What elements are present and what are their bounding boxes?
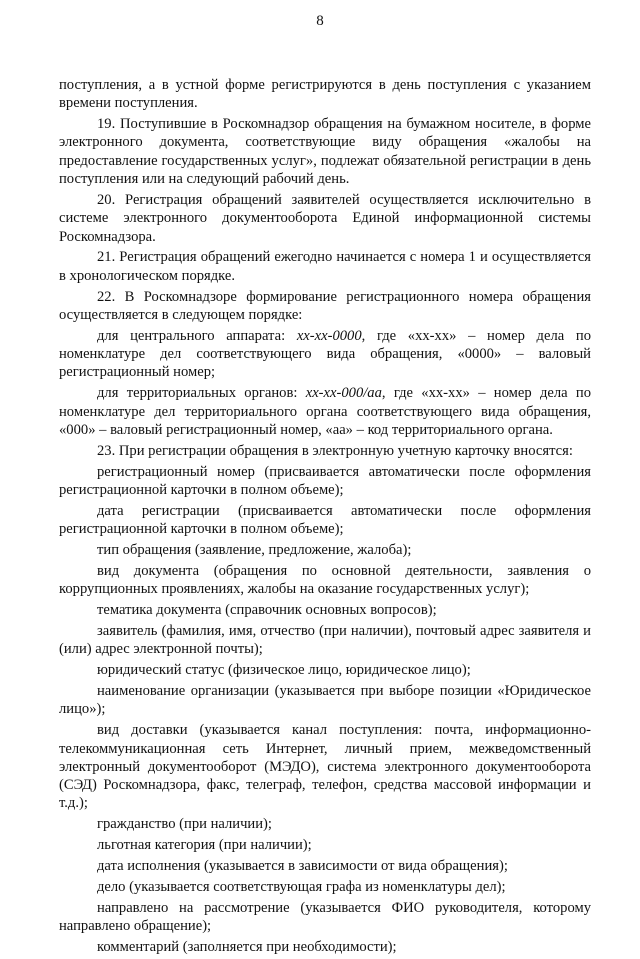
paragraph-20: 20. Регистрация обращений заявителей осуществляется исключительно в системе электронного документооборота Единой информационной системы Роскомнадзора. <box>59 191 591 245</box>
territorial-prefix: для территориальных органов: <box>97 385 306 402</box>
card-field-item: дата регистрации (присваивается автоматически после оформления регистрационной карточки в полном объеме); <box>59 502 591 538</box>
territorial-code: хх-хх-000/аа <box>305 385 382 402</box>
paragraph-19: 19. Поступившие в Роскомнадзор обращения на бумажном носителе, в форме электронного документа, соответствующие виду обращения «жалобы на предоставление государственных услуг», подлежат обязательной регистрации в день поступления или на следующий рабочий день. <box>59 116 591 188</box>
central-prefix: для центрального аппарата: <box>97 327 297 344</box>
card-field-item: юридический статус (физическое лицо, юридическое лицо); <box>97 662 471 679</box>
card-field-item: дата исполнения (указывается в зависимости от вида обращения); <box>97 858 508 875</box>
page-number: 8 <box>316 13 324 29</box>
card-field-item: комментарий (заполняется при необходимости); <box>97 939 397 956</box>
territorial-format <box>59 384 591 439</box>
paragraph-23: 23. При регистрации обращения в электронную учетную карточку вносятся: <box>97 442 573 459</box>
card-field-item: вид документа (обращения по основной деятельности, заявления о коррупционных проявлениях, жалобы на оказание государственных услуг); <box>59 562 591 598</box>
paragraph-continuation: поступления, а в устной форме регистрируются в день поступления с указанием времени поступления. <box>59 77 591 112</box>
card-field-item: наименование организации (указывается при выборе позиции «Юридическое лицо»); <box>59 683 591 718</box>
card-field-item: тематика документа (справочник основных вопросов); <box>97 602 437 619</box>
card-field-item: дело (указывается соответствующая графа из номенклатуры дел); <box>97 879 506 896</box>
paragraph-22: 22. В Роскомнадзоре формирование регистрационного номера обращения осуществляется в следующем порядке: <box>59 288 591 323</box>
card-field-item: тип обращения (заявление, предложение, жалоба); <box>97 542 412 559</box>
central-code: хх-хх-0000 <box>296 327 362 344</box>
card-field-item: гражданство (при наличии); <box>97 816 272 833</box>
territorial-rest: , где «хх-хх» – номер дела по номенклатуре дел территориального органа соответствующего вида обращения, «000» – валовый регистрационный номер, «аа» – код территориального органа. <box>59 385 592 438</box>
paragraph-21: 21. Регистрация обращений ежегодно начинается с номера 1 и осуществляется в хронологическом порядке. <box>59 249 591 284</box>
central-rest: , где «хх-хх» – номер дела по номенклатуре дел соответствующего вида обращения, «0000» – валовый регистрационный номер; <box>59 327 591 381</box>
card-field-item: льготная категория (при наличии); <box>97 837 312 854</box>
card-field-item: регистрационный номер (присваивается автоматически после оформления регистрационной карточки в полном объеме); <box>59 463 591 498</box>
card-field-item: заявитель (фамилия, имя, отчество (при наличии), почтовый адрес заявителя и (или) адрес электронной почты); <box>59 623 591 658</box>
card-field-item: вид доставки (указывается канал поступления: почта, информационно-телекоммуникационная сеть Интернет, личный прием, межведомственный электронный документооборот (МЭДО), система электронного документооборота (СЭД) Роскомнадзора, факс, телеграф, телефон, средства массовой информации и т.д.); <box>59 722 591 812</box>
card-field-item: направлено на рассмотрение (указывается ФИО руководителя, которому направлено обращение); <box>59 899 591 935</box>
central-office-format <box>59 327 591 382</box>
document-body <box>59 76 591 959</box>
